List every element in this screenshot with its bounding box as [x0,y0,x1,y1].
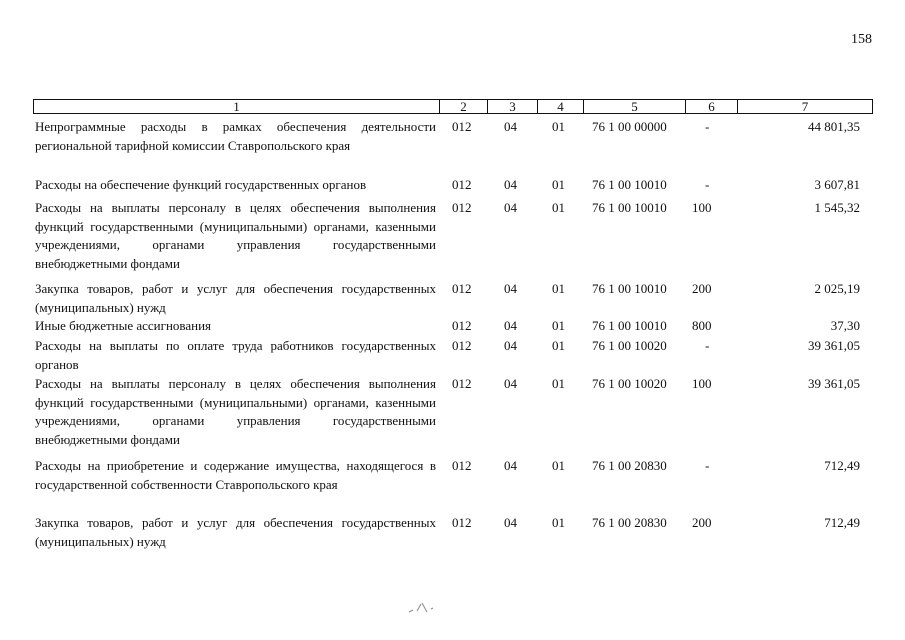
row-name: Расходы на приобретение и содержание имущества, находящегося в государственной собственности Ставропольского края [35,458,436,492]
row-name: Расходы на выплаты персоналу в целях обеспечения выполнения функций государственными (муниципальными) органами, казенными учреждениями, органами управления государственными внебюджетными фондами [35,376,436,447]
row-col-7: 712,49 [824,515,860,530]
row-col-7: 3 607,81 [814,177,860,192]
row-col-7: 2 025,19 [814,281,860,296]
header-col-3: 3 [488,100,538,113]
header-col-2: 2 [440,100,488,113]
row-col-2: 012 [452,376,472,391]
row-name: Расходы на выплаты по оплате труда работников государственных органов [35,338,436,372]
row-col-2: 012 [452,177,472,192]
row-name: Иные бюджетные ассигнования [35,318,212,333]
row-col-5: 76 1 00 20830 [592,458,667,473]
row-col-4: 01 [552,458,565,473]
row-col-4: 01 [552,376,565,391]
row-name: Закупка товаров, работ и услуг для обеспечения государственных (муниципальных) нужд [35,281,436,315]
table-header [33,99,873,114]
row-col-2: 012 [452,318,472,333]
row-col-2: 012 [452,458,472,473]
row-col-2: 012 [452,515,472,530]
row-col-4: 01 [552,338,565,353]
row-col-4: 01 [552,281,565,296]
row-col-6: 800 [692,318,712,333]
row-name: Расходы на обеспечение функций государственных органов [35,177,367,192]
row-col-6: - [705,458,710,473]
row-col-6: 200 [692,515,712,530]
row-col-4: 01 [552,515,565,530]
header-col-6: 6 [686,100,738,113]
row-col-7: 1 545,32 [814,200,860,215]
row-col-5: 76 1 00 10020 [592,376,667,391]
row-col-5: 76 1 00 10010 [592,281,667,296]
row-col-2: 012 [452,338,472,353]
row-col-4: 01 [552,119,565,134]
row-col-3: 04 [504,318,517,333]
row-col-6: - [705,119,710,134]
row-col-6: 200 [692,281,712,296]
row-col-4: 01 [552,200,565,215]
header-col-5: 5 [584,100,686,113]
page-number: 158 [851,32,872,47]
row-col-5: 76 1 00 10010 [592,200,667,215]
row-col-3: 04 [504,177,517,192]
row-col-7: 44 801,35 [808,119,860,134]
header-col-7: 7 [801,99,809,114]
row-col-6: - [705,338,710,353]
row-name: Непрограммные расходы в рамках обеспечения деятельности региональной тарифной комиссии Ставропольского края [35,119,436,153]
row-col-4: 01 [552,318,565,333]
row-col-3: 04 [504,458,517,473]
row-name: Закупка товаров, работ и услуг для обеспечения государственных (муниципальных) нужд [35,515,436,549]
row-col-4: 01 [552,177,565,192]
row-col-5: 76 1 00 10010 [592,318,667,333]
header-col-1: 1 [34,100,440,113]
row-col-6: 100 [692,376,712,391]
header-col-4: 4 [538,100,584,113]
row-col-3: 04 [504,376,517,391]
row-col-2: 012 [452,200,472,215]
row-col-5: 76 1 00 10010 [592,177,667,192]
row-name: Расходы на выплаты персоналу в целях обеспечения выполнения функций государственными (муниципальными) органами, казенными учреждениями, органами управления государственными внебюджетными фондами [35,200,436,271]
row-col-3: 04 [504,200,517,215]
row-col-7: 712,49 [824,458,860,473]
row-col-5: 76 1 00 00000 [592,119,667,134]
row-col-6: 100 [692,200,712,215]
row-col-6: - [705,177,710,192]
row-col-3: 04 [504,119,517,134]
row-col-5: 76 1 00 20830 [592,515,667,530]
scan-mark-icon [407,600,437,614]
row-col-3: 04 [504,338,517,353]
row-col-7: 39 361,05 [808,376,860,391]
row-col-7: 37,30 [830,318,860,333]
row-col-2: 012 [452,119,472,134]
row-col-3: 04 [504,515,517,530]
row-col-2: 012 [452,281,472,296]
scan-artifact [407,600,437,617]
row-col-3: 04 [504,281,517,296]
row-col-5: 76 1 00 10020 [592,338,667,353]
row-col-7: 39 361,05 [808,338,860,353]
